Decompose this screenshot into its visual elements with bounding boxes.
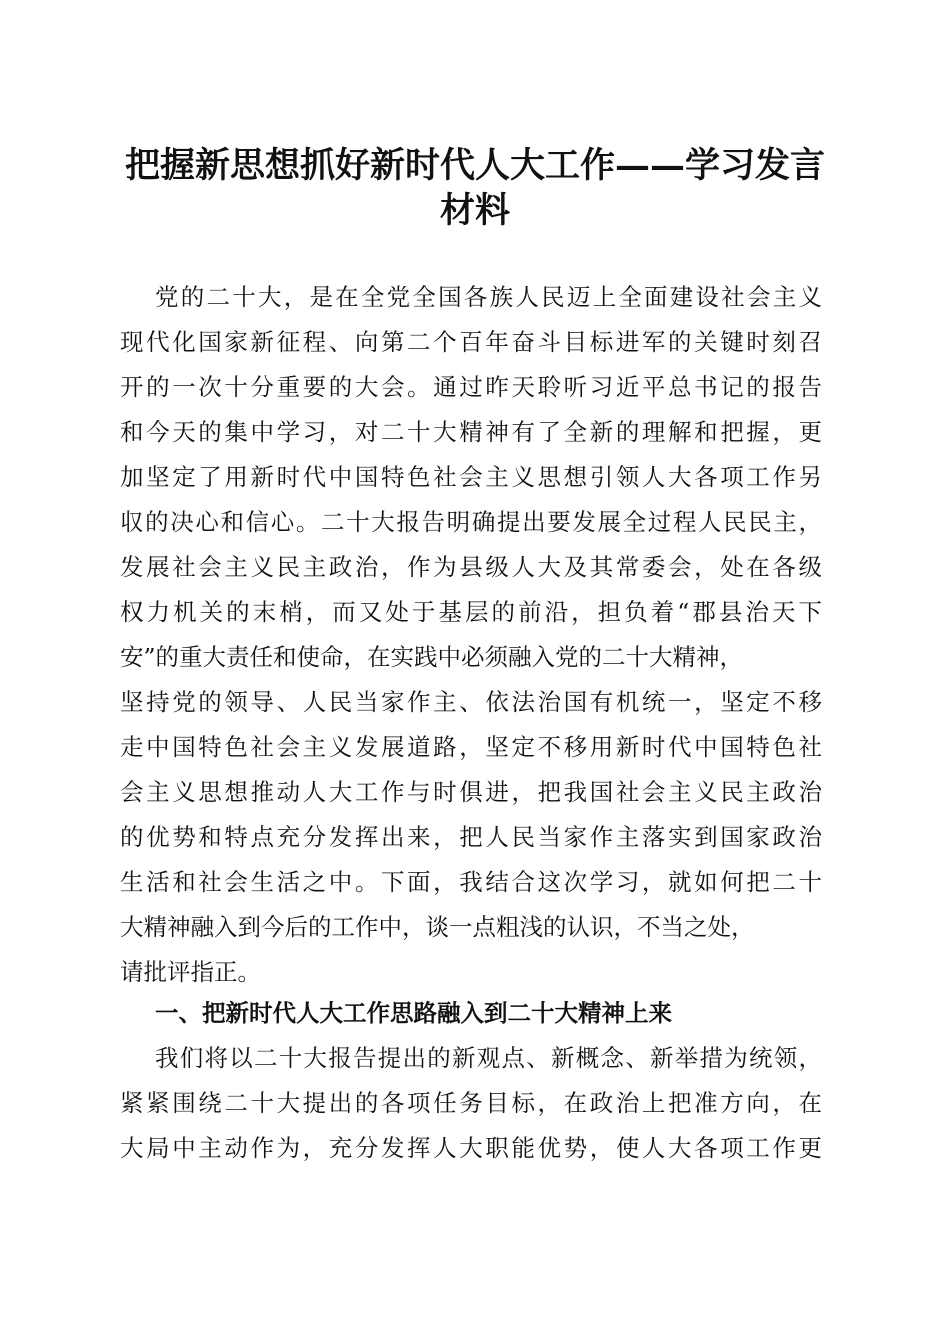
paragraph-line: 大局中主动作为，充分发挥人大职能优势，使人大各项工作更 [120,1134,822,1162]
document-title-line-1: 把握新思想抓好新时代人大工作——学习发言 [124,145,825,186]
paragraph-line: 収的决心和信心。二十大报告明确提出要发展全过程人民民主， [120,508,822,536]
document-title-line-2: 材料 [439,190,510,231]
paragraph-line: 生活和社会生活之中。下面，我结合这次学习，就如何把二十 [120,868,822,896]
paragraph-line: 党的二十大，是在全党全国各族人民迈上全面建设社会主义 [155,283,822,311]
paragraph-line: 现代化国家新征程、向第二个百年奋斗目标进军的关键时刻召 [120,328,822,356]
paragraph-line: 紧紧围绕二十大提出的各项任务目标，在政治上把准方向，在 [120,1089,822,1117]
paragraph-line: 会主义思想推动人大工作与时俱进，把我国社会主义民主政治 [120,778,822,806]
paragraph-line: 加坚定了用新时代中国特色社会主义思想引领人大各项工作另 [120,463,822,491]
paragraph-line: 发展社会主义民主政治，作为县级人大及其常委会，处在各级 [120,553,822,581]
section-heading: 一、把新时代人大工作思路融入到二十大精神上来 [155,999,672,1027]
paragraph-line: 开的一次十分重要的大会。通过昨天聆听习近平总书记的报告 [120,373,822,401]
paragraph-line: 走中国特色社会主义发展道路，坚定不移用新时代中国特色社 [120,733,822,761]
paragraph-line: 权力机关的末梢，而又处于基层的前沿，担负着“郡县治天下 [120,598,822,626]
paragraph-line: 我们将以二十大报告提出的新观点、新概念、新举措为统领， [155,1044,822,1072]
paragraph-line: 大精神融入到今后的工作中，谈一点粗浅的认识，不当之处， [120,913,755,941]
paragraph-line: 请批评指正。 [120,958,261,986]
paragraph-line: 的优势和特点充分发挥出来，把人民当家作主落实到国家政治 [120,823,822,851]
paragraph-line: 和今天的集中学习，对二十大精神有了全新的理解和把握，更 [120,418,822,446]
paragraph-line: 坚持党的领导、人民当家作主、依法治国有机统一，坚定不移 [120,688,822,716]
paragraph-line: 安”的重大责任和使命，在实践中必须融入党的二十大精神， [120,643,744,671]
